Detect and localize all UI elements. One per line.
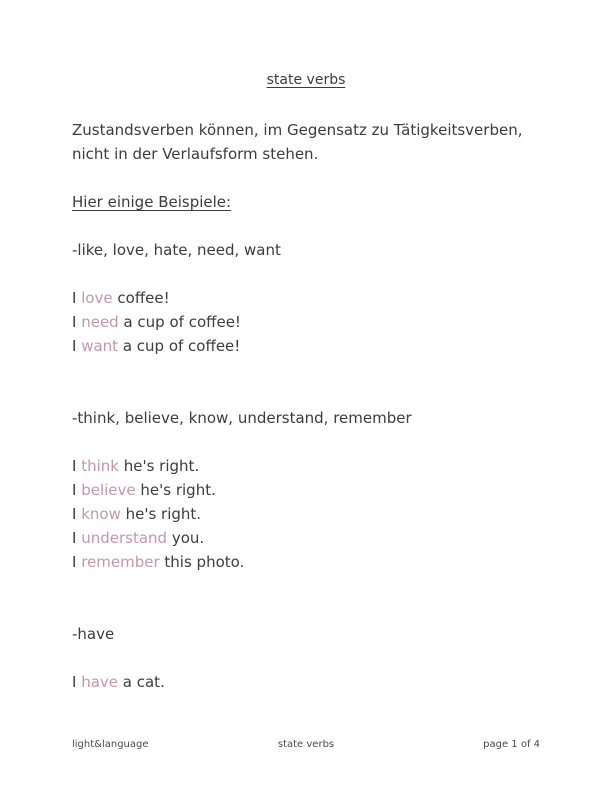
example-sentence (72, 288, 170, 308)
example-sentence (72, 456, 199, 476)
sentence-rest: this photo. (159, 553, 245, 571)
sentence-subject: I (72, 481, 82, 499)
sentence-rest: he's right. (135, 481, 216, 499)
footer-brand: light&language (72, 739, 149, 750)
sentence-rest: a cup of coffee! (118, 313, 241, 331)
verb-group-like: -like, love, hate, need, want (72, 241, 281, 259)
highlighted-verb: know (81, 505, 121, 523)
footer-page-number: page 1 of 4 (483, 739, 540, 750)
verb-group-have: -have (72, 625, 115, 643)
highlighted-verb: understand (81, 529, 168, 547)
sentence-subject: I (72, 505, 82, 523)
sentence-rest: coffee! (112, 289, 170, 307)
highlighted-verb: love (81, 289, 113, 307)
sentence-rest: he's right. (120, 505, 202, 523)
sentence-subject: I (72, 313, 82, 331)
footer-title: state verbs (277, 739, 335, 750)
example-sentence (72, 504, 201, 524)
sentence-subject: I (72, 529, 82, 547)
sentence-rest: a cat. (118, 673, 165, 691)
example-sentence (72, 480, 216, 500)
sentence-rest: he's right. (118, 457, 200, 475)
sentence-rest: a cup of coffee! (118, 337, 241, 355)
highlighted-verb: remember (81, 553, 160, 571)
highlighted-verb: need (81, 313, 119, 331)
sentence-rest: you. (167, 529, 205, 547)
example-sentence (72, 336, 240, 356)
intro-line-1: Zustandsverben können, im Gegensatz zu Tätigkeitsverben, (72, 121, 523, 139)
example-sentence (72, 552, 244, 572)
highlighted-verb: believe (81, 481, 136, 499)
sentence-subject: I (72, 553, 82, 571)
example-sentence (72, 672, 165, 692)
sentence-subject: I (72, 673, 82, 691)
intro-line-2: nicht in der Verlaufsform stehen. (72, 145, 319, 163)
highlighted-verb: think (81, 457, 119, 475)
sentence-subject: I (72, 337, 82, 355)
sentence-subject: I (72, 457, 82, 475)
example-sentence (72, 312, 241, 332)
highlighted-verb: have (81, 673, 119, 691)
verb-group-think: -think, believe, know, understand, remember (72, 409, 412, 427)
document-title: state verbs (266, 72, 346, 88)
examples-heading: Hier einige Beispiele: (72, 193, 232, 211)
highlighted-verb: want (81, 337, 119, 355)
example-sentence (72, 528, 204, 548)
sentence-subject: I (72, 289, 82, 307)
